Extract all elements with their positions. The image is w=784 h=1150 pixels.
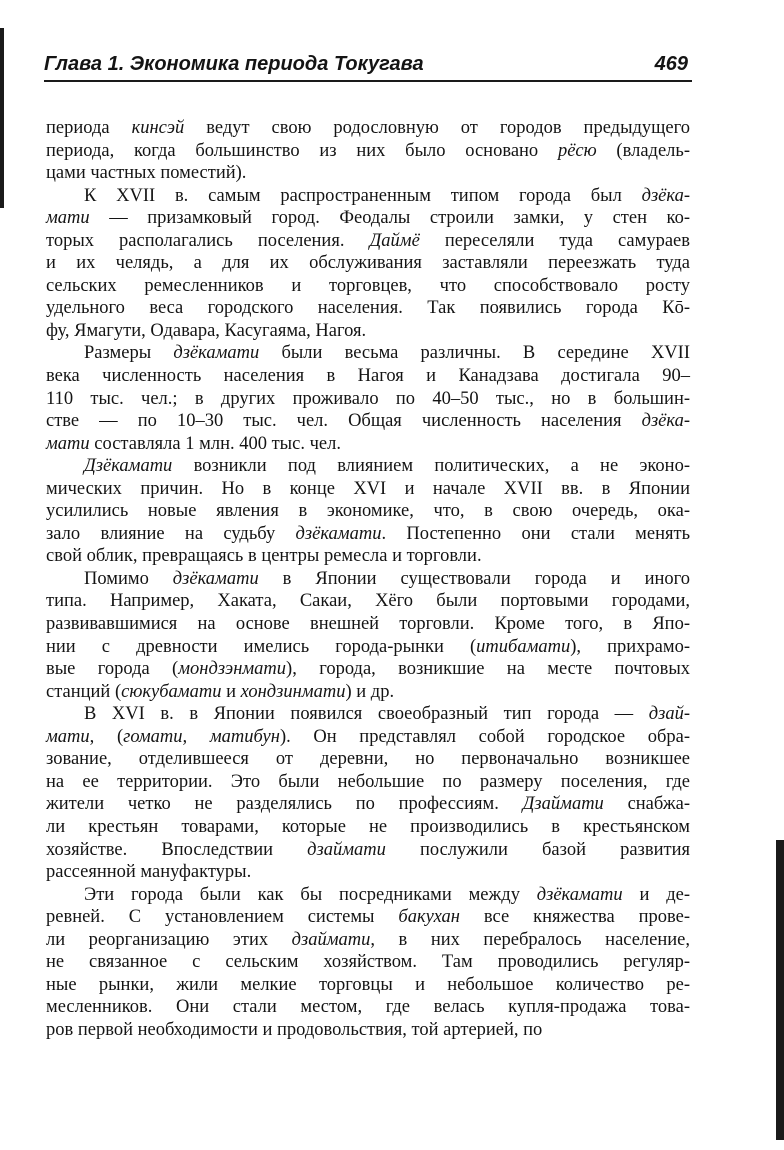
text-line	[46, 207, 690, 230]
scan-edge-right	[776, 840, 784, 1140]
italic-term: дзёкамати	[172, 568, 259, 589]
text-line	[46, 590, 690, 613]
text-run: — призамковый город. Феодалы строили замки, у стен ко-	[89, 208, 690, 229]
text-run: мических причин. Но в конце XVI и начале XVII вв. в Японии	[46, 478, 690, 499]
text-run: , в них перебралось население,	[370, 929, 691, 950]
text-line	[46, 365, 690, 388]
text-run: (владель-	[596, 140, 690, 161]
text-run: рассеянной мануфактуры.	[46, 862, 252, 883]
text-run: ). Он представлял собой городское обра-	[279, 726, 690, 747]
italic-term: хондзинмати	[240, 681, 346, 702]
text-line	[46, 568, 690, 591]
text-run: ), прихрамо-	[570, 636, 691, 657]
text-line	[46, 162, 690, 185]
running-header	[44, 50, 692, 82]
text-line	[46, 748, 690, 771]
text-run: удельного веса городского населения. Так появились города Кō-	[46, 298, 690, 319]
text-line	[46, 252, 690, 275]
italic-term: мондзэнмати	[178, 659, 287, 680]
text-run: были весьма различны. В середине XVII	[259, 343, 690, 364]
text-line	[46, 1019, 690, 1042]
paragraph	[46, 703, 690, 883]
text-run: возникли под влиянием политических, а не эконо-	[172, 456, 690, 477]
text-line	[46, 793, 690, 816]
text-run: ), города, возникшие на месте почтовых	[286, 659, 691, 680]
text-run: и де-	[622, 884, 690, 905]
text-run: типа. Например, Хаката, Сакаи, Хёго были портовыми городами,	[46, 591, 690, 612]
text-run: торых располагались поселения.	[46, 230, 370, 251]
italic-term: рёсю	[557, 140, 597, 161]
text-run: составляла 1 млн. 400 тыс. чел.	[89, 433, 341, 454]
text-run: , (	[89, 726, 124, 747]
text-line	[46, 500, 690, 523]
scan-speck	[120, 1136, 160, 1144]
italic-term: дзаймати	[291, 929, 371, 950]
text-line	[46, 861, 690, 884]
text-line	[46, 884, 690, 907]
text-line	[46, 342, 690, 365]
text-line	[46, 771, 690, 794]
text-run: и их челядь, а для их обслуживания заставляли переезжать туда	[46, 253, 690, 274]
text-line	[46, 681, 690, 704]
text-line	[46, 297, 690, 320]
text-run: станций (	[46, 681, 122, 702]
text-line	[46, 726, 690, 749]
text-run: периода, когда большинство из них было основано	[46, 140, 558, 161]
text-run: ли реорганизацию этих	[46, 929, 292, 950]
paragraph	[46, 455, 690, 568]
text-line	[46, 230, 690, 253]
text-run: ведут свою родословную от городов предыдущего	[184, 118, 690, 138]
text-line	[46, 117, 690, 140]
italic-term: дзёка-	[641, 185, 690, 206]
text-line	[46, 929, 690, 952]
text-run: снабжа-	[603, 794, 691, 815]
text-run: Размеры	[84, 343, 174, 364]
text-line	[46, 455, 690, 478]
italic-term: Дзаймати	[522, 794, 604, 815]
text-run: хозяйстве. Впоследствии	[46, 839, 308, 860]
italic-term: бакухан	[398, 907, 460, 928]
text-run: Эти города были как бы посредниками между	[84, 884, 537, 905]
text-run: вые города (	[46, 659, 179, 680]
text-run: зало влияние на судьбу	[46, 523, 296, 544]
italic-term: дзай-	[648, 704, 690, 725]
text-run: развивавшимися на основе внешней торговли. Кроме того, в Япо-	[46, 614, 690, 635]
text-run: ные рынки, жили мелкие торговцы и небольшое количество ре-	[46, 974, 690, 995]
italic-term: мати	[46, 726, 90, 747]
paragraph	[46, 568, 690, 703]
text-run: свой облик, превращаясь в центры ремесла и торговли.	[46, 546, 482, 567]
text-run: Помимо	[84, 568, 173, 589]
text-line	[46, 275, 690, 298]
text-run: жители четко не разделялись по профессиям.	[46, 794, 523, 815]
text-line	[46, 478, 690, 501]
text-run: цами частных поместий).	[46, 163, 247, 184]
text-run: ров первой необходимости и продовольствия, той артерией, по	[46, 1019, 543, 1040]
text-line	[46, 658, 690, 681]
text-run: ли крестьян товарами, которые не производились в крестьянском	[46, 816, 690, 837]
text-run: ) и др.	[345, 681, 395, 702]
text-run: в Японии существовали города и иного	[258, 568, 690, 589]
italic-term: дзёкамати	[295, 523, 382, 544]
italic-term: мати	[46, 208, 90, 229]
text-run: месленников. Они стали местом, где велась купля-продажа това-	[46, 997, 690, 1018]
paragraph	[46, 185, 690, 343]
text-run: нии с древности имелись города-рынки (	[46, 636, 477, 657]
text-run: сельских ремесленников и торговцев, что способствовало росту	[46, 275, 690, 296]
text-line	[46, 185, 690, 208]
text-run: зование, отделившееся от деревни, но первоначально возникшее	[46, 749, 690, 770]
text-line	[46, 996, 690, 1019]
text-run: века численность населения в Нагоя и Канадзава достигала 90–	[46, 366, 690, 387]
italic-term: итибамати	[476, 636, 571, 657]
text-run: фу, Ямагути, Одавара, Касугаяма, Нагоя.	[46, 320, 367, 341]
italic-term: дзаймати	[307, 839, 386, 860]
italic-term: сюкубамати	[121, 681, 222, 702]
text-run: . Постепенно они стали менять	[381, 523, 691, 544]
text-line	[46, 703, 690, 726]
text-run: не связанное с сельским хозяйством. Там проводились регуляр-	[46, 952, 690, 973]
text-line	[46, 906, 690, 929]
text-line	[46, 433, 690, 456]
text-run: В XVI в. в Японии появился своеобразный тип города —	[84, 704, 649, 725]
text-line	[46, 636, 690, 659]
body-text	[46, 117, 690, 1041]
text-run: все княжества прове-	[459, 907, 691, 928]
paragraph	[46, 117, 690, 185]
italic-term: дзёка-	[641, 411, 690, 432]
page-number: 469	[654, 53, 688, 75]
text-line	[46, 613, 690, 636]
text-run: и	[221, 681, 241, 702]
text-run: периода	[46, 118, 132, 138]
paragraph	[46, 342, 690, 455]
italic-term: дзёкамати	[536, 884, 623, 905]
text-run: К XVII в. самым распространенным типом города был	[84, 185, 642, 206]
text-line	[46, 140, 690, 163]
text-line	[46, 816, 690, 839]
text-run: 110 тыс. чел.; в других проживало по 40–50 тыс., но в большин-	[46, 388, 690, 409]
text-line	[46, 388, 690, 411]
text-run: послужили базой развития	[385, 839, 690, 860]
paragraph	[46, 884, 690, 1042]
italic-term: кинсэй	[131, 118, 185, 138]
text-line	[46, 320, 690, 343]
italic-term: Дзёкамати	[84, 456, 173, 477]
text-line	[46, 951, 690, 974]
text-line	[46, 523, 690, 546]
text-line	[46, 974, 690, 997]
text-line	[46, 410, 690, 433]
chapter-title: Глава 1. Экономика периода Токугава	[44, 53, 424, 75]
text-run: ревней. С установлением системы	[46, 907, 399, 928]
text-run: на ее территории. Это были небольшие по размеру поселения, где	[46, 771, 690, 792]
text-run: стве — по 10–30 тыс. чел. Общая численность населения	[46, 411, 642, 432]
italic-term: мати	[46, 433, 90, 454]
scan-edge-left	[0, 28, 4, 208]
text-line	[46, 545, 690, 568]
text-run: усилились новые явления в экономике, что, в свою очередь, ока-	[46, 501, 690, 522]
text-line	[46, 839, 690, 862]
italic-term: дзёкамати	[173, 343, 260, 364]
italic-term: Даймё	[369, 230, 420, 251]
italic-term: гомати, матибун	[123, 726, 280, 747]
text-run: переселяли туда самураев	[419, 230, 690, 251]
